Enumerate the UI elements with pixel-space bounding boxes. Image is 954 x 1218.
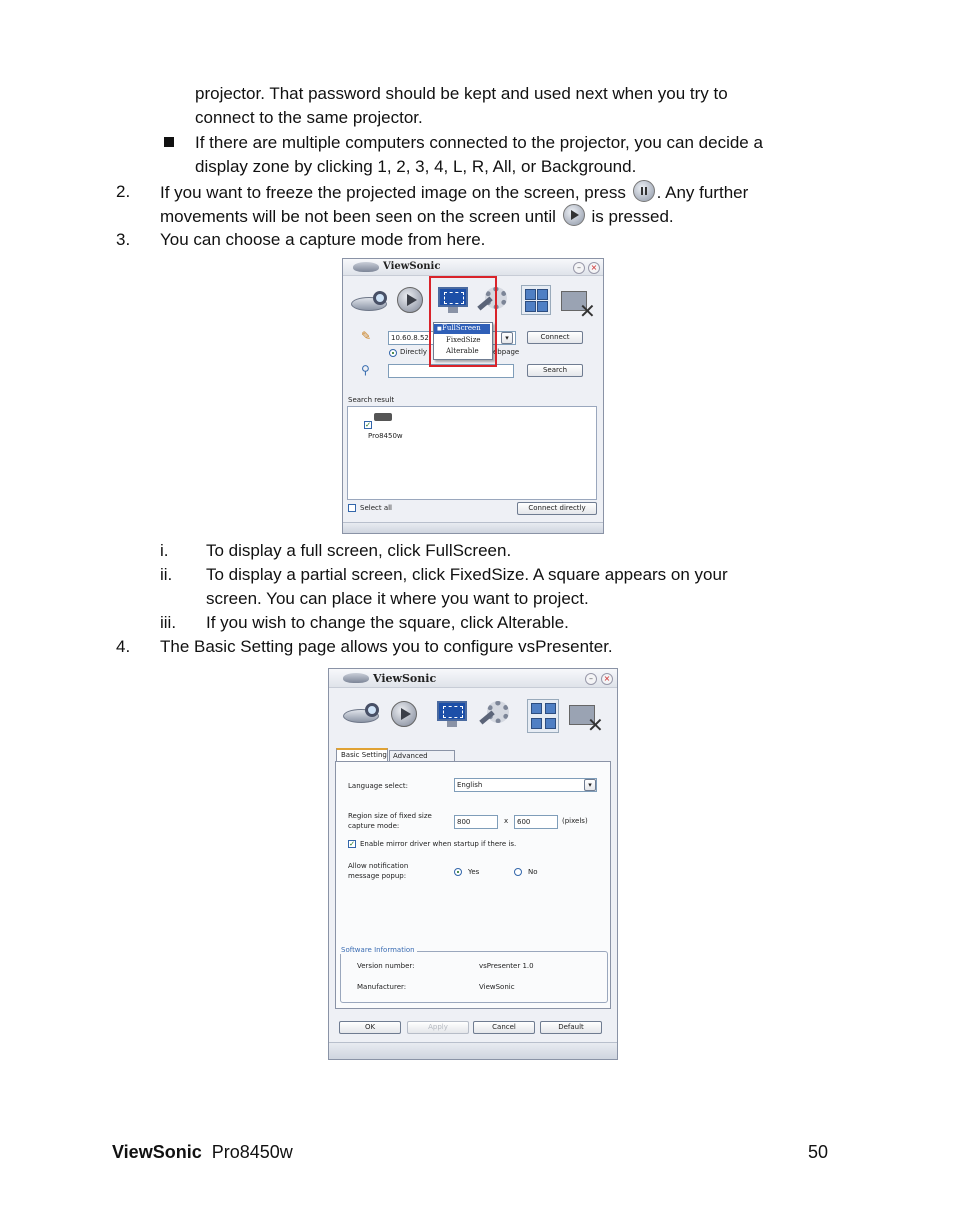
manufacturer-value: ViewSonic (479, 983, 515, 991)
sublist-number: ii. (160, 565, 173, 584)
menu-item-alterable[interactable]: Alterable (446, 347, 479, 355)
bullet-text-line: display zone by clicking 1, 2, 3, 4, L, R, All, or Background. (195, 157, 637, 176)
text-span: is pressed. (591, 207, 674, 226)
text-span: . Any further (656, 183, 749, 202)
region-label: capture mode: (348, 822, 400, 830)
selected-dot-icon: ■ (437, 326, 442, 332)
footer-product (112, 1140, 293, 1164)
bullet-text-line: If there are multiple computers connected to the projector, you can decide a (195, 133, 763, 152)
search-projector-icon[interactable] (343, 703, 385, 725)
directly-label: Directly (400, 348, 428, 356)
ok-button[interactable]: OK (339, 1021, 401, 1034)
text-span: movements will be not been seen on the screen until (160, 207, 556, 226)
title-bar (329, 669, 617, 688)
vspresenter-window-basic-setting (328, 668, 618, 1060)
list-number: 3. (116, 230, 131, 249)
continued-text-line: connect to the same projector. (195, 108, 423, 127)
list-number: 2. (116, 182, 131, 201)
width-value: 800 (457, 818, 471, 826)
disconnect-icon[interactable]: ✕ (569, 705, 603, 733)
window-title: ViewSonic (383, 261, 441, 272)
list-item-text: The Basic Setting page allows you to configure vsPresenter. (160, 637, 613, 656)
mirror-driver-checkbox[interactable]: ✓ (349, 840, 355, 848)
play-icon (563, 204, 585, 226)
region-height-field[interactable] (514, 815, 558, 829)
notification-no-radio[interactable] (514, 868, 522, 876)
minimize-icon[interactable]: – (585, 673, 597, 685)
footer-model: Pro8450w (211, 1142, 293, 1162)
search-button[interactable]: Search (527, 364, 583, 377)
title-bar (343, 259, 603, 276)
text-span: If you want to freeze the projected image on the screen, press (160, 183, 626, 202)
webpage-label: ebpage (493, 348, 520, 356)
minimize-icon[interactable]: – (573, 262, 585, 274)
list-item-text (160, 204, 674, 229)
basic-setting-panel (335, 761, 611, 1009)
pixels-label: (pixels) (562, 817, 588, 825)
no-label: No (528, 868, 538, 876)
play-icon[interactable] (397, 287, 423, 313)
height-value: 600 (517, 818, 531, 826)
apply-button[interactable]: Apply (407, 1021, 469, 1034)
search-icon: ⚲ (361, 363, 370, 377)
projector-device-icon (374, 413, 392, 421)
pencil-icon: ✎ (361, 329, 372, 343)
connect-directly-button[interactable]: Connect directly (517, 502, 597, 515)
ip-dropdown-chevron-icon[interactable]: ▾ (501, 332, 513, 344)
viewsonic-logo-icon (343, 673, 369, 683)
search-projector-icon[interactable] (351, 291, 393, 313)
vspresenter-window-capture-mode (342, 258, 604, 534)
disconnect-icon[interactable]: ✕ (561, 291, 595, 319)
continued-text-line: projector. That password should be kept and used next when you try to (195, 84, 728, 103)
footer-brand: ViewSonic (112, 1142, 202, 1162)
directly-radio[interactable] (389, 349, 397, 357)
status-bar (329, 1042, 617, 1059)
language-chevron-down-icon[interactable]: ▾ (584, 779, 596, 791)
menu-item-fixedsize[interactable]: FixedSize (446, 336, 481, 344)
list-number: 4. (116, 637, 131, 656)
manufacturer-label: Manufacturer: (357, 983, 407, 991)
highlight-box (429, 276, 497, 367)
device-name: Pro8450w (368, 432, 403, 440)
region-width-field[interactable] (454, 815, 498, 829)
select-all-checkbox[interactable] (348, 504, 356, 512)
default-button[interactable]: Default (540, 1021, 602, 1034)
tab-advanced-setting[interactable]: Advanced (389, 750, 455, 762)
connect-button[interactable]: Connect (527, 331, 583, 344)
list-item-text (160, 180, 748, 205)
capture-mode-icon[interactable] (435, 701, 469, 729)
search-result-list (347, 406, 597, 500)
size-separator: x (504, 817, 509, 825)
language-label: Language select: (348, 782, 408, 790)
sublist-text: screen. You can place it where you want to project. (206, 589, 589, 608)
notification-label: message popup: (348, 872, 407, 880)
sublist-text: To display a full screen, click FullScreen. (206, 541, 512, 560)
pause-icon (633, 180, 655, 202)
play-icon[interactable] (391, 701, 417, 727)
yes-label: Yes (468, 868, 480, 876)
search-result-label: Search result (348, 396, 395, 404)
menu-item-fullscreen[interactable]: FullScreen (434, 324, 490, 334)
software-information-group (340, 946, 608, 1003)
language-select[interactable] (454, 778, 597, 792)
select-all-label: Select all (360, 504, 392, 512)
square-bullet-icon (164, 137, 174, 147)
ip-value: 10.60.8.52 (391, 334, 429, 342)
software-information-legend: Software Information (341, 946, 415, 954)
language-value: English (457, 781, 483, 789)
viewsonic-logo-icon (353, 262, 379, 272)
status-bar (343, 522, 603, 533)
cancel-button[interactable]: Cancel (473, 1021, 535, 1034)
device-checkbox[interactable]: ✓ (365, 421, 371, 429)
tab-basic-setting[interactable]: Basic Setting (336, 748, 388, 762)
display-zone-icon[interactable] (521, 285, 551, 315)
display-zone-icon[interactable] (527, 699, 559, 733)
version-label: Version number: (357, 962, 415, 970)
close-icon[interactable]: × (601, 673, 613, 685)
window-title: ViewSonic (373, 672, 437, 685)
mirror-driver-label: Enable mirror driver when startup if there is. (360, 840, 517, 848)
region-label: Region size of fixed size (348, 812, 432, 820)
notification-yes-radio[interactable] (454, 868, 462, 876)
sublist-text: If you wish to change the square, click Alterable. (206, 613, 569, 632)
notification-label: Allow notification (348, 862, 409, 870)
settings-gear-icon[interactable] (479, 699, 511, 729)
sublist-number: i. (160, 541, 169, 560)
page-number: 50 (808, 1142, 829, 1162)
close-icon[interactable]: × (588, 262, 600, 274)
sublist-text: To display a partial screen, click FixedSize. A square appears on your (206, 565, 728, 584)
version-value: vsPresenter 1.0 (479, 962, 534, 970)
sublist-number: iii. (160, 613, 177, 632)
list-item-text: You can choose a capture mode from here. (160, 230, 486, 249)
